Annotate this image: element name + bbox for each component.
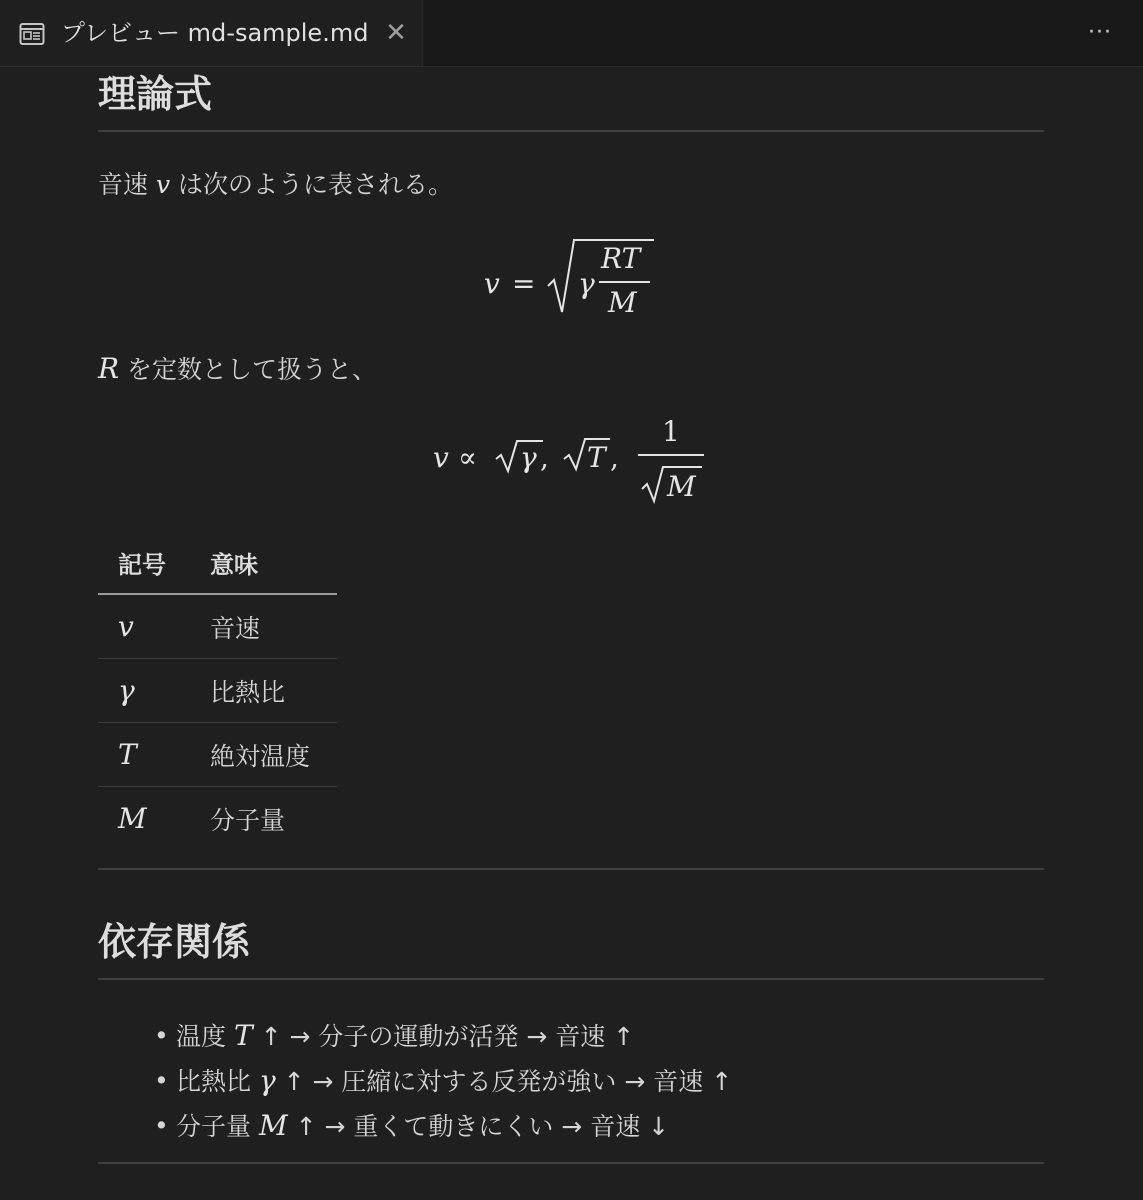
list-item-var: M (258, 1109, 288, 1142)
formula2-prop: ∝ (458, 441, 477, 474)
note-var: R (98, 352, 120, 385)
formula-proportional (428, 411, 718, 510)
list-item-text: ↑ → 分子の運動が活発 → 音速 ↑ (252, 1022, 635, 1051)
formula2-lhs: v (433, 441, 449, 474)
list-item-text: 分子量 (176, 1112, 259, 1141)
intro-var: v (155, 170, 171, 199)
more-actions-icon[interactable]: ··· (1088, 20, 1112, 45)
table-header-symbol: 記号 (98, 531, 190, 594)
table-row (98, 659, 337, 723)
heading-rule (98, 978, 1044, 980)
table-cell-meaning: 分子量 (210, 805, 286, 835)
formula-sound-speed (478, 234, 678, 328)
heading-rule (98, 130, 1044, 132)
list-item-var: T (233, 1019, 253, 1052)
list-item (154, 1104, 732, 1149)
formula1-gamma: γ (578, 267, 595, 300)
editor-tab-bar (0, 0, 1143, 67)
heading-theory: 理論式 (98, 72, 213, 116)
intro-paragraph (98, 167, 453, 203)
list-item-text: ↑ → 圧縮に対する反発が強い → 音速 ↑ (275, 1067, 733, 1096)
table-cell-symbol: T (98, 723, 190, 787)
close-icon[interactable]: ✕ (385, 18, 407, 48)
list-item-text: 温度 (176, 1022, 234, 1051)
intro-text-after: は次のように表される。 (170, 170, 454, 199)
formula2-numerator: 1 (662, 415, 680, 448)
formula2-term1: γ (520, 441, 537, 474)
preview-icon (19, 21, 45, 47)
table-cell-symbol: M (118, 802, 147, 835)
formula1-numerator: RT (601, 242, 641, 275)
list-item (154, 1014, 732, 1059)
table-cell-meaning: 絶対温度 (190, 723, 337, 787)
symbol-table (98, 531, 337, 850)
formula2-term2: T (587, 441, 606, 474)
table-row (98, 594, 337, 659)
table-cell-symbol: v (98, 594, 190, 659)
table-row (98, 723, 337, 787)
note-text: を定数として扱うと、 (119, 355, 378, 384)
formula2-sep2: , (610, 441, 619, 474)
table-cell-meaning: 比熱比 (190, 659, 337, 723)
list-item-var: γ (258, 1064, 276, 1097)
table-row (98, 787, 337, 851)
dependency-list (154, 1014, 732, 1149)
table-cell-meaning: 音速 (190, 594, 337, 659)
formula2-denominator: M (667, 470, 696, 503)
list-item-text: ↑ → 重くて動きにくい → 音速 ↓ (287, 1112, 670, 1141)
preview-tab[interactable] (0, 0, 423, 66)
heading-dependencies: 依存関係 (98, 920, 251, 964)
formula2-sep1: , (540, 441, 549, 474)
intro-text-before: 音速 (98, 170, 156, 199)
list-item (154, 1059, 732, 1104)
horizontal-rule (98, 868, 1044, 870)
formula1-lhs: v (484, 267, 500, 300)
note-paragraph (98, 351, 377, 388)
list-item-text: 比熱比 (176, 1067, 259, 1096)
tab-label: プレビュー md-sample.md (61, 19, 369, 47)
formula1-denominator: M (608, 286, 637, 319)
horizontal-rule (98, 1162, 1044, 1164)
formula1-eq: = (512, 267, 536, 300)
table-cell-symbol: γ (98, 659, 190, 723)
table-header-row (98, 531, 337, 594)
table-header-meaning: 意味 (190, 531, 337, 594)
